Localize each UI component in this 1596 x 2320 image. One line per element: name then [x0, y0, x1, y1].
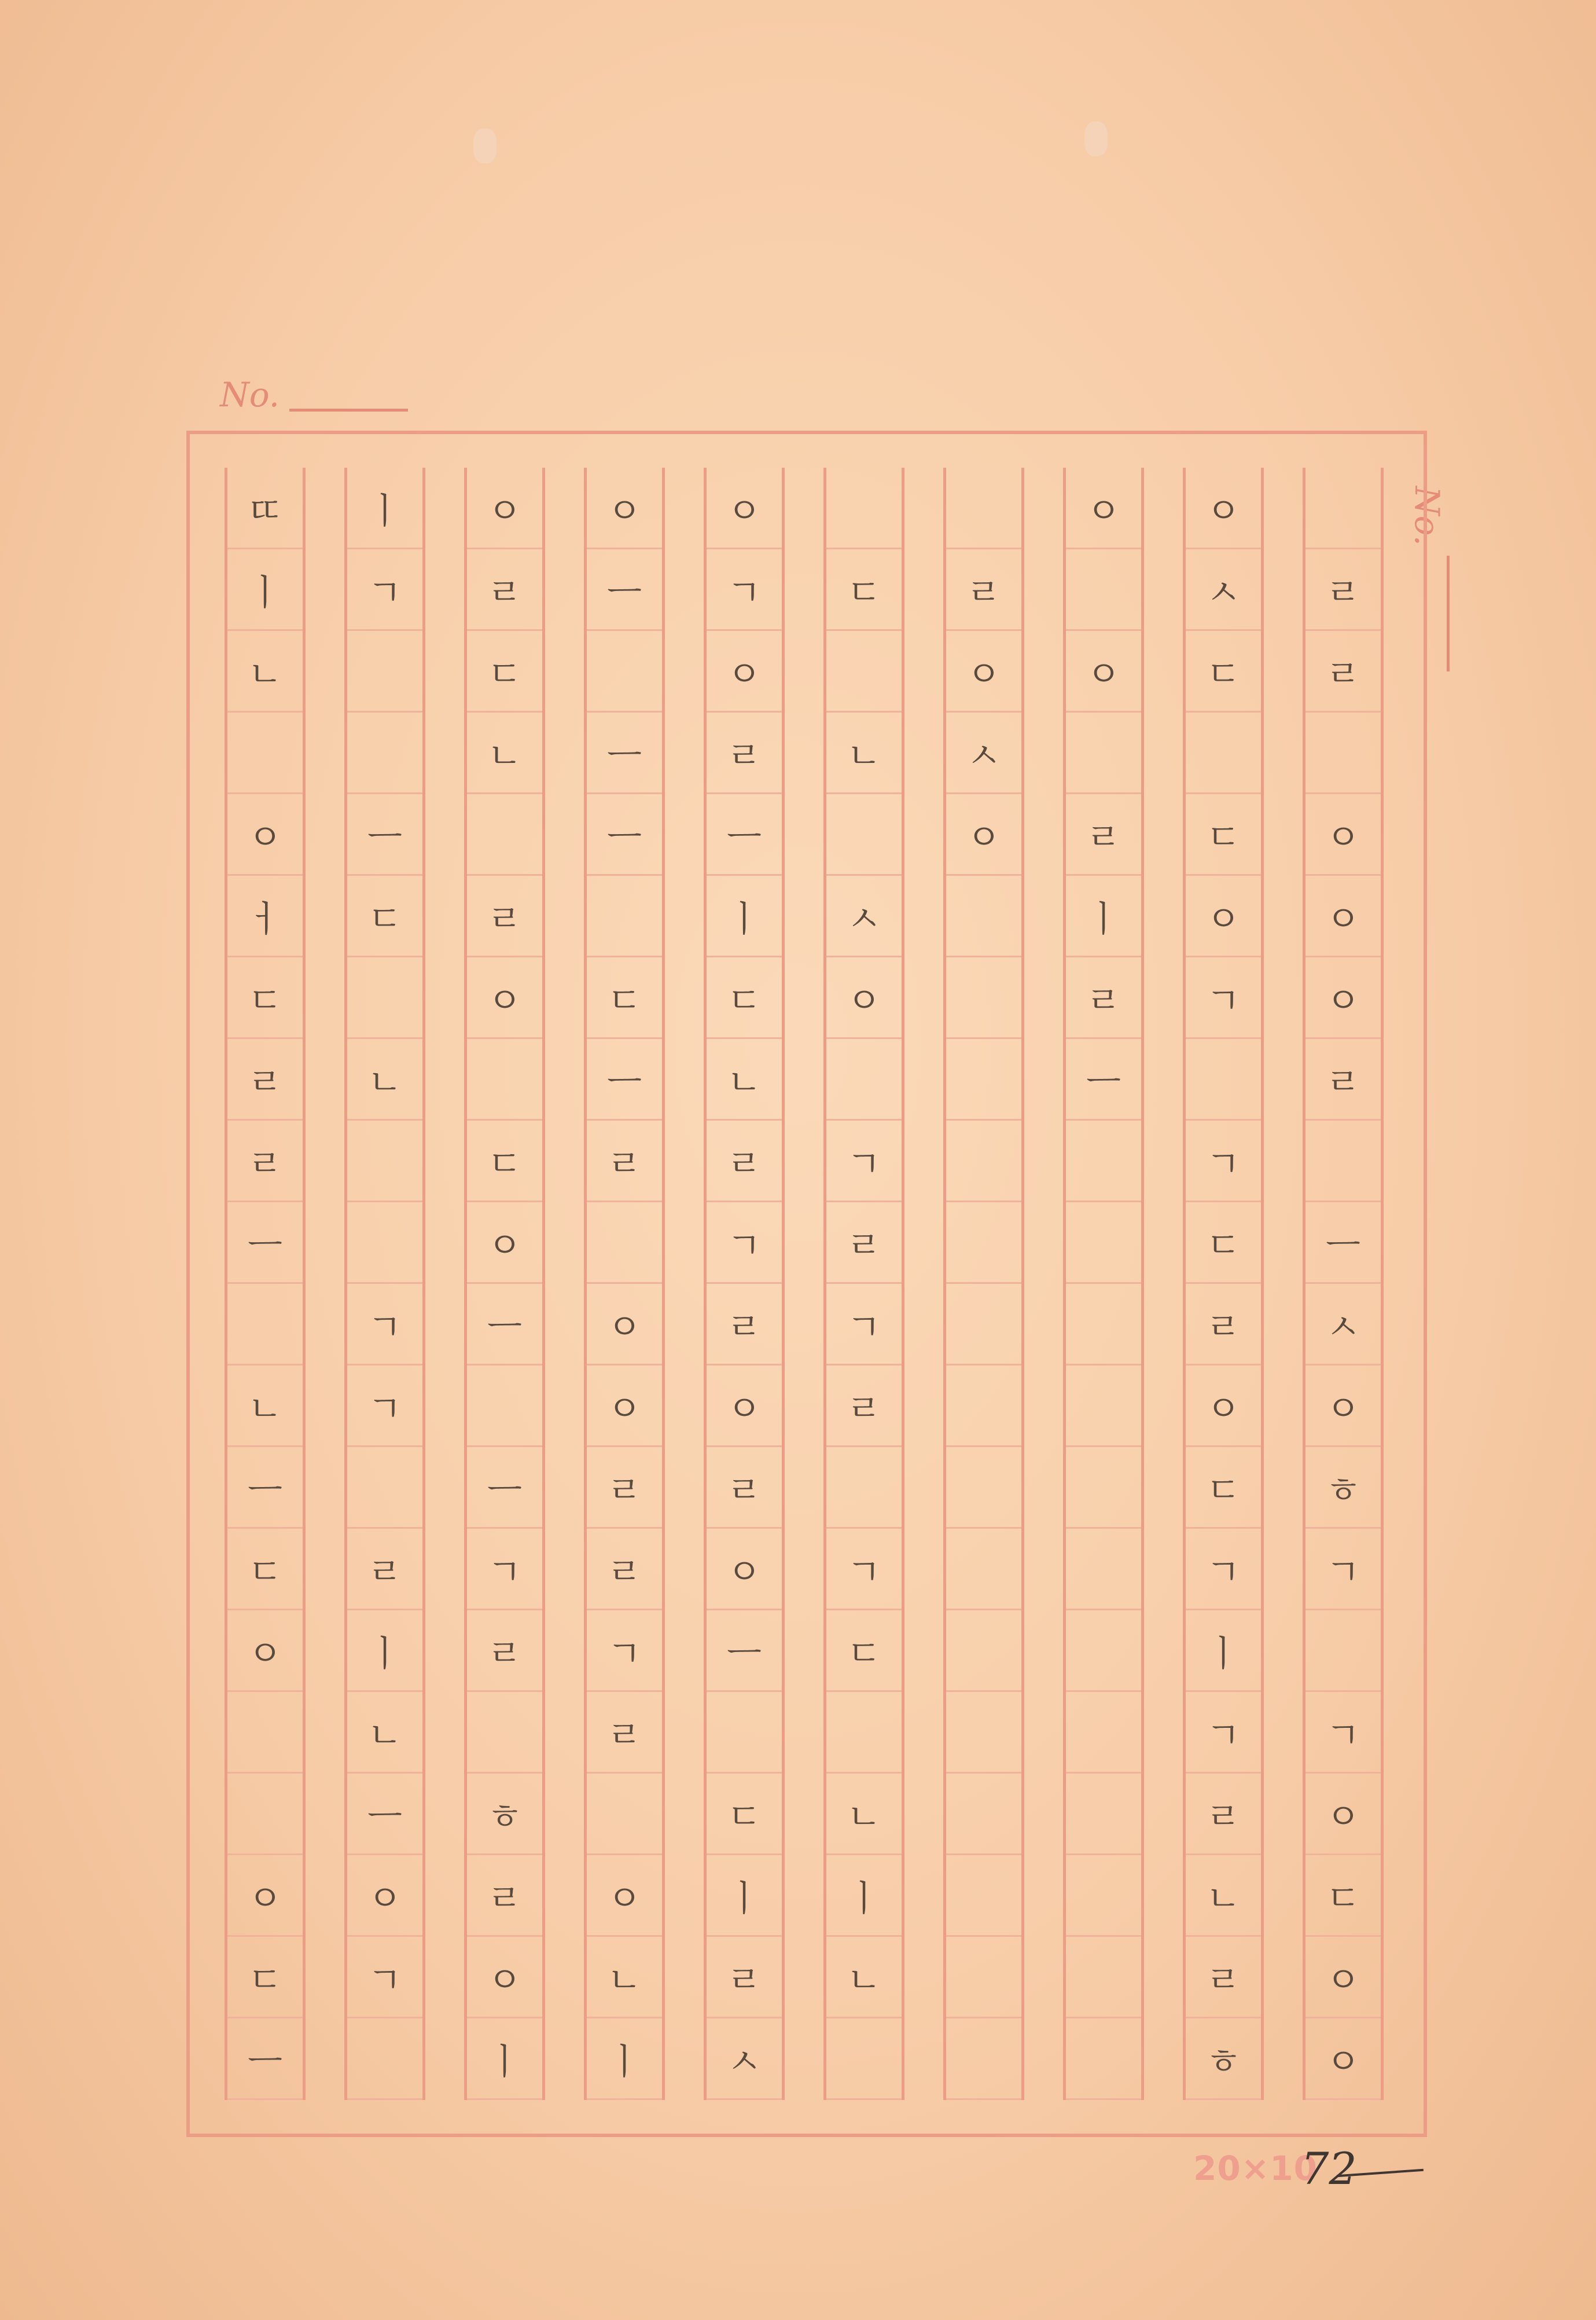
manuscript-cell [1066, 1365, 1141, 1447]
pin-hole-right [1084, 122, 1108, 156]
manuscript-cell [1306, 713, 1381, 794]
manuscript-cell: ㅣ [707, 876, 782, 957]
manuscript-cell [826, 631, 902, 713]
manuscript-cell: ㅇ [227, 794, 303, 876]
manuscript-cell [946, 876, 1021, 957]
manuscript-cell: ㄹ [826, 1365, 902, 1447]
manuscript-cell: ㅣ [467, 2018, 542, 2100]
manuscript-cell [347, 713, 422, 794]
manuscript-cell: ㅡ [587, 713, 662, 794]
manuscript-cell: ㄹ [467, 876, 542, 957]
manuscript-cell: ㄹ [1186, 1774, 1261, 1855]
manuscript-cell [1186, 1039, 1261, 1121]
manuscript-cell [826, 1692, 902, 1774]
manuscript-cell: ㄴ [587, 1937, 662, 2018]
manuscript-cell: ㅇ [707, 468, 782, 549]
manuscript-cell: ㅇ [707, 631, 782, 713]
manuscript-cell: ㄹ [227, 1121, 303, 1202]
manuscript-cell: ㅇ [587, 1365, 662, 1447]
manuscript-cell: ㄹ [1066, 794, 1141, 876]
manuscript-cell: ㄴ [826, 1774, 902, 1855]
manuscript-cell: ㅇ [587, 468, 662, 549]
manuscript-cell: ㄷ [1186, 794, 1261, 876]
manuscript-cell [587, 1202, 662, 1284]
manuscript-cell [1066, 1692, 1141, 1774]
manuscript-cell: ㅇ [1186, 1365, 1261, 1447]
manuscript-column [1183, 468, 1264, 2100]
manuscript-cell: ㅇ [1306, 876, 1381, 957]
manuscript-cell: ㅇ [1066, 468, 1141, 549]
manuscript-cell: ㄷ [1186, 1202, 1261, 1284]
manuscript-cell: ㄴ [227, 631, 303, 713]
manuscript-cell: ㅇ [1306, 2018, 1381, 2100]
manuscript-cell: ㄹ [946, 549, 1021, 631]
manuscript-cell [1066, 1284, 1141, 1365]
manuscript-cell [946, 2018, 1021, 2100]
manuscript-cell: ㄹ [587, 1447, 662, 1529]
manuscript-cell: ㅓ [227, 876, 303, 957]
manuscript-cell: ㅅ [1186, 549, 1261, 631]
manuscript-cell: ㄱ [707, 549, 782, 631]
manuscript-cell: ㄴ [347, 1692, 422, 1774]
manuscript-cell [347, 1202, 422, 1284]
manuscript-cell: ㄹ [587, 1121, 662, 1202]
manuscript-cell: ㄹ [707, 713, 782, 794]
manuscript-cell: ㅡ [587, 794, 662, 876]
manuscript-cell: ㅇ [946, 794, 1021, 876]
manuscript-cell: ㅇ [1306, 1937, 1381, 2018]
manuscript-cell [1066, 1855, 1141, 1937]
manuscript-cell: ㅎ [467, 1774, 542, 1855]
number-label: No. [220, 375, 280, 414]
manuscript-cell [826, 2018, 902, 2100]
manuscript-cell: ㅡ [587, 1039, 662, 1121]
manuscript-cell: ㅣ [587, 2018, 662, 2100]
manuscript-cell: ㅣ [826, 1855, 902, 1937]
manuscript-cell: ㄹ [227, 1039, 303, 1121]
manuscript-cell: ㄷ [826, 549, 902, 631]
manuscript-cell: ㅇ [707, 1529, 782, 1610]
manuscript-cell [587, 1774, 662, 1855]
manuscript-cell [1066, 1121, 1141, 1202]
manuscript-cell [1066, 713, 1141, 794]
manuscript-cell: ㄴ [347, 1039, 422, 1121]
manuscript-cell: ㅡ [467, 1447, 542, 1529]
manuscript-cell: ㅇ [467, 957, 542, 1039]
manuscript-cell: ㅡ [707, 1610, 782, 1692]
manuscript-cell: ㄹ [1186, 1284, 1261, 1365]
side-number-blank-line [1447, 556, 1450, 671]
manuscript-cell [1066, 1774, 1141, 1855]
manuscript-cell: ㄹ [1306, 1039, 1381, 1121]
manuscript-cell: ㅇ [227, 1610, 303, 1692]
manuscript-cell [587, 631, 662, 713]
manuscript-cell: ㄴ [707, 1039, 782, 1121]
manuscript-cell: ㄱ [826, 1529, 902, 1610]
manuscript-cell: ㅡ [347, 794, 422, 876]
manuscript-cell [467, 1039, 542, 1121]
manuscript-cell: ㅇ [467, 1937, 542, 2018]
manuscript-cell: ㄹ [707, 1447, 782, 1529]
manuscript-cell: ㅅ [707, 2018, 782, 2100]
manuscript-column [823, 468, 904, 2100]
manuscript-cell [587, 876, 662, 957]
manuscript-cell [227, 713, 303, 794]
manuscript-cell: ㅡ [467, 1284, 542, 1365]
manuscript-cell [826, 794, 902, 876]
manuscript-cell: ㄱ [1186, 1692, 1261, 1774]
manuscript-cell: ㄱ [347, 549, 422, 631]
handwritten-page-number: 72 [1301, 2143, 1357, 2194]
manuscript-cell: ㅇ [227, 1855, 303, 1937]
manuscript-cell: ㄷ [467, 1121, 542, 1202]
manuscript-cell [1306, 1610, 1381, 1692]
pin-hole-left [473, 129, 497, 163]
manuscript-cell [1306, 1121, 1381, 1202]
manuscript-cell: ㄴ [826, 1937, 902, 2018]
manuscript-cell: ㄷ [1306, 1855, 1381, 1937]
manuscript-cell: ㅡ [227, 2018, 303, 2100]
manuscript-cell: ㄷ [227, 1937, 303, 2018]
manuscript-cell [946, 1937, 1021, 2018]
manuscript-cell: ㅇ [1066, 631, 1141, 713]
manuscript-cell [1186, 713, 1261, 794]
manuscript-column [344, 468, 425, 2100]
manuscript-cell: ㄹ [467, 1855, 542, 1937]
manuscript-cell: ㅇ [347, 1855, 422, 1937]
manuscript-cell: ㅇ [1186, 468, 1261, 549]
manuscript-cell [347, 2018, 422, 2100]
grid-size-stamp: 20×10 [1193, 2149, 1318, 2188]
manuscript-cell [946, 1855, 1021, 1937]
manuscript-cell: ㄹ [707, 1937, 782, 2018]
manuscript-cell [707, 1692, 782, 1774]
manuscript-cell: ㄴ [1186, 1855, 1261, 1937]
manuscript-cell: ㄷ [467, 631, 542, 713]
manuscript-cell [946, 1202, 1021, 1284]
number-blank-line [289, 409, 408, 412]
manuscript-column [584, 468, 665, 2100]
manuscript-column [464, 468, 545, 2100]
manuscript-cell: ㄹ [1066, 957, 1141, 1039]
manuscript-cell: ㅡ [1066, 1039, 1141, 1121]
manuscript-cell [826, 1447, 902, 1529]
manuscript-cell: ㄹ [587, 1529, 662, 1610]
manuscript-cell: ㄴ [467, 713, 542, 794]
manuscript-cell [467, 794, 542, 876]
manuscript-cell: ㅡ [587, 549, 662, 631]
manuscript-cell: ㄹ [1306, 549, 1381, 631]
manuscript-cell: ㄹ [467, 1610, 542, 1692]
manuscript-cell: ㄷ [227, 957, 303, 1039]
manuscript-cell: ㅡ [1306, 1202, 1381, 1284]
manuscript-cell [347, 957, 422, 1039]
manuscript-column [943, 468, 1024, 2100]
manuscript-cell: ㅡ [227, 1202, 303, 1284]
manuscript-cell [946, 1121, 1021, 1202]
manuscript-cell: ㄸ [227, 468, 303, 549]
manuscript-cell: ㄹ [707, 1121, 782, 1202]
manuscript-cell [946, 468, 1021, 549]
side-number-label: No. [1407, 486, 1447, 546]
manuscript-cell: ㅡ [227, 1447, 303, 1529]
manuscript-cell: ㅣ [347, 468, 422, 549]
manuscript-cell: ㄹ [347, 1529, 422, 1610]
manuscript-cell: ㄱ [347, 1284, 422, 1365]
manuscript-cell: ㄱ [1186, 1121, 1261, 1202]
manuscript-cell: ㅇ [1306, 957, 1381, 1039]
manuscript-cell: ㄷ [1186, 631, 1261, 713]
manuscript-cell [467, 1692, 542, 1774]
manuscript-cell: ㅣ [1066, 876, 1141, 957]
manuscript-cell [946, 1365, 1021, 1447]
manuscript-cell: ㅇ [587, 1284, 662, 1365]
manuscript-cell: ㄹ [1186, 1937, 1261, 2018]
manuscript-cell: ㅎ [1186, 2018, 1261, 2100]
manuscript-cell [227, 1692, 303, 1774]
manuscript-cell [826, 468, 902, 549]
manuscript-cell: ㅇ [587, 1855, 662, 1937]
manuscript-cell: ㄱ [347, 1365, 422, 1447]
manuscript-cell: ㅇ [1306, 1774, 1381, 1855]
manuscript-cell [946, 1774, 1021, 1855]
manuscript-cell: ㄱ [1306, 1692, 1381, 1774]
manuscript-cell [946, 957, 1021, 1039]
manuscript-cell: ㅇ [707, 1365, 782, 1447]
manuscript-cell: ㅣ [347, 1610, 422, 1692]
manuscript-cell: ㅇ [467, 468, 542, 549]
manuscript-cell: ㄷ [826, 1610, 902, 1692]
manuscript-cell: ㄱ [1186, 957, 1261, 1039]
manuscript-cell [227, 1284, 303, 1365]
manuscript-cell: ㄹ [587, 1692, 662, 1774]
manuscript-cell: ㄹ [1306, 631, 1381, 713]
manuscript-cell: ㅇ [946, 631, 1021, 713]
manuscript-cell: ㄱ [467, 1529, 542, 1610]
manuscript-cell: ㄱ [1306, 1529, 1381, 1610]
manuscript-cell: ㄱ [347, 1937, 422, 2018]
manuscript-cell [227, 1774, 303, 1855]
manuscript-cell: ㄴ [826, 713, 902, 794]
manuscript-cell [1066, 1937, 1141, 2018]
manuscript-cell [946, 1447, 1021, 1529]
manuscript-cell [347, 1121, 422, 1202]
manuscript-cell [1066, 1202, 1141, 1284]
manuscript-cell: ㄷ [1186, 1447, 1261, 1529]
manuscript-cell: ㄹ [826, 1202, 902, 1284]
manuscript-cell: ㅅ [826, 876, 902, 957]
manuscript-cell [347, 1447, 422, 1529]
manuscript-cell: ㅇ [1306, 1365, 1381, 1447]
manuscript-column [1303, 468, 1384, 2100]
manuscript-cell: ㄴ [227, 1365, 303, 1447]
manuscript-cell: ㅡ [707, 794, 782, 876]
manuscript-cell: ㄷ [587, 957, 662, 1039]
manuscript-cell [347, 631, 422, 713]
manuscript-cell: ㅇ [1186, 876, 1261, 957]
manuscript-column [704, 468, 785, 2100]
manuscript-cell: ㄹ [467, 549, 542, 631]
manuscript-column [1063, 468, 1144, 2100]
manuscript-cell [467, 1365, 542, 1447]
manuscript-cell [1066, 549, 1141, 631]
manuscript-cell [946, 1610, 1021, 1692]
manuscript-cell: ㄱ [1186, 1529, 1261, 1610]
manuscript-cell: ㄱ [826, 1284, 902, 1365]
manuscript-column [225, 468, 306, 2100]
manuscript-cell: ㄷ [707, 1774, 782, 1855]
manuscript-cell: ㅣ [1186, 1610, 1261, 1692]
manuscript-cell: ㄹ [707, 1284, 782, 1365]
manuscript-cell [826, 1039, 902, 1121]
manuscript-cell: ㄱ [707, 1202, 782, 1284]
manuscript-cell: ㅇ [826, 957, 902, 1039]
manuscript-cell [1066, 2018, 1141, 2100]
manuscript-cell: ㄷ [347, 876, 422, 957]
manuscript-cell: ㄱ [587, 1610, 662, 1692]
manuscript-cell [946, 1529, 1021, 1610]
manuscript-cell [946, 1284, 1021, 1365]
manuscript-cell [1066, 1529, 1141, 1610]
manuscript-cell: ㅇ [1306, 794, 1381, 876]
manuscript-cell [946, 1692, 1021, 1774]
manuscript-cell [1066, 1447, 1141, 1529]
manuscript-cell: ㅅ [1306, 1284, 1381, 1365]
manuscript-cell: ㅇ [467, 1202, 542, 1284]
manuscript-cell [1306, 468, 1381, 549]
manuscript-cell: ㅡ [347, 1774, 422, 1855]
manuscript-cell: ㅣ [707, 1855, 782, 1937]
manuscript-cell: ㄷ [227, 1529, 303, 1610]
manuscript-cell: ㅎ [1306, 1447, 1381, 1529]
manuscript-cell: ㄱ [826, 1121, 902, 1202]
manuscript-cell: ㅣ [227, 549, 303, 631]
manuscript-cell: ㄷ [707, 957, 782, 1039]
manuscript-cell [1066, 1610, 1141, 1692]
manuscript-cell [946, 1039, 1021, 1121]
manuscript-cell: ㅅ [946, 713, 1021, 794]
